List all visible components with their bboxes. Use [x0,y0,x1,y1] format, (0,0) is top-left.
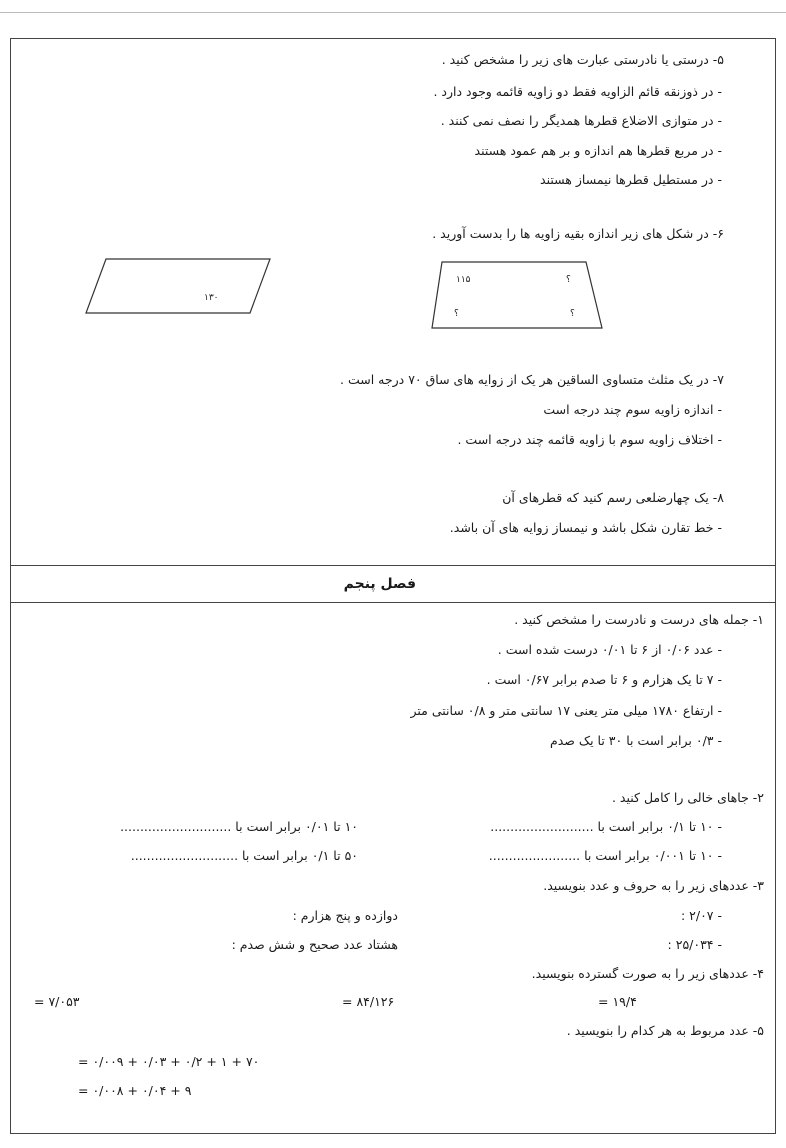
top-divider [0,12,786,13]
parallelogram-shape [86,259,270,313]
parallelogram-figure [84,255,274,317]
c4-expand-value: ۸۴/۱۲۶ = [342,994,395,1009]
section-divider-top [10,565,776,566]
c1-item: - ۷ تا یک هزارم و ۶ تا صدم برابر ۰/۶۷ است . [486,672,722,687]
c5-expression: ۹ + ۰/۰۴ + ۰/۰۰۸ = [78,1083,192,1098]
q7-item: - اندازه زاویه سوم چند درجه است [543,402,722,417]
section-divider-bottom [10,602,776,603]
q8-title: ۸- یک چهارضلعی رسم کنید که قطرهای آن [502,490,724,505]
c2-blank-item: ۵۰ تا ۰/۱ برابر است با ........................... [130,848,358,863]
q8-item: - خط تقارن شکل باشد و نیمساز زوایه های آن باشد. [449,520,722,535]
q5-item: - در مربع قطرها هم اندازه و بر هم عمود هستند [474,143,722,158]
trapezoid-angle-label: ؟ [566,275,571,285]
c4-title: ۴- عددهای زیر را به صورت گسترده بنویسید. [531,966,764,981]
c2-blank-item: ۱۰ تا ۰/۰۱ برابر است با ............................ [120,819,358,834]
q7-title: ۷- در یک مثلث متساوی الساقین هر یک از زوایه های ساق ۷۰ درجه است . [340,372,724,387]
q6-title: ۶- در شکل های زیر اندازه بقیه زاویه ها را بدست آورید . [432,226,724,241]
trapezoid-angle-label: ۱۱۵ [456,275,471,285]
q5-item: - در مستطیل قطرها نیمساز هستند [540,172,722,187]
c2-title: ۲- جاهای خالی را کامل کنید . [611,790,764,805]
trapezoid-angle-label: ؟ [570,309,575,319]
parallelogram-angle-label: ۱۳۰ [204,293,219,303]
chapter-title: فصل پنجم [343,576,416,592]
c3-words: دوازده و پنج هزارم : [292,908,398,923]
c1-title: ۱- جمله های درست و نادرست را مشخص کنید . [514,612,764,627]
trapezoid-figure [430,258,606,332]
c5-title: ۵- عدد مربوط به هر کدام را بنویسید . [566,1023,764,1038]
c3-words: هشتاد عدد صحیح و شش صدم : [231,937,398,952]
c3-number: - ۲/۰۷ : [680,908,722,923]
c5-expression: ۷۰ + ۱ + ۰/۲ + ۰/۰۳ + ۰/۰۰۹ = [78,1054,260,1069]
q5-item: - در متوازی الاضلاع قطرها همدیگر را نصف نمی کنند . [440,113,722,128]
c3-title: ۳- عددهای زیر را به حروف و عدد بنویسید. [543,878,764,893]
c4-expand-value: ۱۹/۴ = [598,994,637,1009]
c1-item: - ارتفاع ۱۷۸۰ میلی متر یعنی ۱۷ سانتی متر و ۰/۸ سانتی متر [410,703,722,718]
c1-item: - ۰/۳ برابر است با ۳۰ تا یک صدم [550,733,722,748]
c4-expand-value: ۷/۰۵۳ = [34,994,80,1009]
q5-title: ۵- درستی یا نادرستی عبارت های زیر را مشخص کنید . [441,52,724,67]
trapezoid-angle-label: ؟ [454,309,459,319]
c3-number: - ۲۵/۰۳۴ : [667,937,722,952]
q5-item: - در ذوزنقه قائم الزاویه فقط دو زاویه قائمه وجود دارد . [433,84,722,99]
c2-blank-item: - ۱۰ تا ۰/۰۰۱ برابر است با ....................... [488,848,722,863]
q7-item: - اختلاف زاویه سوم با زاویه قائمه چند درجه است . [457,432,722,447]
c1-item: - عدد ۰/۰۶ از ۶ تا ۰/۰۱ درست شده است . [497,642,722,657]
c2-blank-item: - ۱۰ تا ۰/۱ برابر است با .......................... [490,819,722,834]
